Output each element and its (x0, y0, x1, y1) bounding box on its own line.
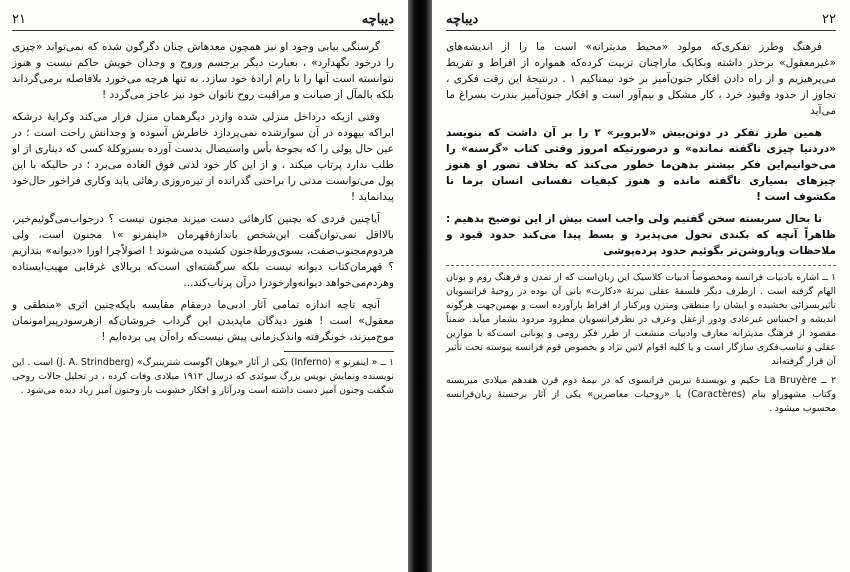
paragraph: آنچه تاچه اندازه تمامی آثار ادبی‌ما درمقام مقایسه باپکه‌چنین اثری «منطقی و معقول» است ! هنوز دیدگان ماپدیدن این گرداب خروشان‌که ازهرسودرپیرامونمان موج‌میزند، خونگرفته وانذک‌زمانی پیش نیست‌که راه‌آن پی‌ برده‌ایم ! (12, 299, 394, 343)
paragraph: وقتی ازیکه درداخل منزلی شده وازدر دیگرهمان منزل فرار می‌کند وکرایهٔ درشکه ایراکه بیهوده در آن سوارشده نمی‌پردازد خاطرش آسوده و وجدانش راحت است ؛ در عین حال پولی را که بجوجهٔ بأس واستیصال بدست آورده بسروکلهٔ کسی که دیناری از او طلب ندارد پرتاب میکند ، و از این کار خود لذتی فوق العاده می‌برد ؛ در حالیکه با این پول می‌توانست مدتی را براحتی گذرانده از تیره‌روزی رهائی یابد وکاری فراخور حال‌خود پیدانماید ! (12, 111, 394, 203)
right-footnotes (446, 271, 836, 416)
right-page-body (446, 39, 836, 259)
footnote-separator (284, 351, 394, 352)
left-page-header (12, 2, 394, 31)
paragraph: تا بحال سربسته سخن گفتیم ولی واجب است بیش از این توضیح بدهیم : ظاهراً آنچه که بکندی تحول می‌پذیرد و بسط پیدا می‌کند حدود قیود و ملاحظات وپاروشن‌تر بگوئیم حدود پرده‌پوشی (446, 213, 836, 257)
right-running-head: دیباچه (446, 12, 479, 27)
paragraph: گرسنگی بیابی وجود او نیز همچون معدهاش چنان دگرگون شده که نمی‌تواند «چیزی را درخود نگهدارد» ، بعبارت دیگر برجسم وروح و وجدان خویش حاکم نیست و هنوز نتوانسته است آنها را با رام ارادهٔ خود سازد. نه تنها هرچه می‌خورد بلافاصله برمی‌گرداند بلکه بالمآل از صیانت و مراقبت روح ناتوان خود نیز عاجز می‌گردد ! (12, 41, 394, 101)
footnote: ۲ ــ La Bruyère حکیم و نویسندهٔ تیزبین فرانسوی که در نیمهٔ دوم قرن هفدهم میلادی میزیسته وکتاب مشهوراو بنام (Caractères) یا «روحیات معاصرین» یکی از آثار برجستهٔ زبان‌فرانسه محسوب میشود . (446, 375, 836, 414)
right-page-header (446, 2, 836, 31)
paragraph: آیاچنین فردی که بچنین کارهائی دست میزند مجنون نیست ؟ درجواب‌می‌گوئیم‌خیر، بالااقل نمی‌توان‌گفت این‌شخص باندازهٔ‌قهرمان «اینفرنو »۱ مجنون است، ولی هردوم‌مجنوب‌صفت، بسوی‌ورطهٔ‌جنون کشیده می‌شوند ! اصولاً‌چرا اورا «دیوانه» بنداریم ؟ قهرمان‌کتاب دیوانه نیست بلکه سرگشته‌ای است‌که بربالای غرقابی مهیب‌ایستاده وهردم‌می‌خواهد دیوانه‌وارخودرا درآن پرتاب‌کند... (12, 213, 394, 289)
left-page-number: ۲۱ (12, 12, 26, 27)
footnote: ۱ ــ اشاره بادبیات فرانسه ومخصوصاً ادبیات کلاسیک این زبان‌است که از تمدن و فرهنگ روم و یونان الهام گرفته است . ازطرف دیگر فلسفهٔ عقلی نیرتهٔ «دکارت» بانی آن بوده در روحیهٔ فرانسویان تأثیربسزائی بخشیده و ایشان را منطقی ومتزن وبرکنار از افراط بارآورده است و بهمین‌جهت هرگونه اندیشه و احساس غیرعادی ودور ازعقل وعرف در نظرفرانسویان مطرود مردود بشمار میآید. ضمناً مقصود از فرهنگ مدیترانه معارف وادبیات منشعب از طرز فکر رومی و یونانی است‌که با موازین عقلی و تناسب‌فکری سازگار است و یا کلیه اقوام لاتین نژاد و بخصوص قوم فرانسه پیوسته تحت تأثیر آن قرار گرفته‌اند (446, 272, 836, 367)
footnote-separator (446, 265, 836, 266)
right-page-number: ۲۲ (822, 12, 836, 27)
left-page-body (12, 39, 394, 345)
footnote: ۱ ــ « اینفرنو » (Inferno) یکی از آثار «یوهان اگوست شترینبرگ» (J. A. Strindberg) است . این نویسنده ونمایش نویس بزرگ سوئدی که درسال ۱۹۱۲ میلادی وفات کرده ، در تحلیل حالات روحی شگفت وجنون آمیز دست داشته است ودرآثار و افکار خشونت بار وجنون آمیز زیاد دیده می‌شود . (12, 357, 395, 396)
left-running-head: دیباچه (361, 12, 394, 27)
right-page (432, 0, 850, 572)
book-gutter (408, 0, 432, 572)
left-page (0, 0, 408, 572)
paragraph: همین طرز تفکر در دوتن‌بیش «لابرویر» ۲ را بر آن داشت که بنویسد «دردنیا چیزی ناگفته نمانده» و درصورتیکه امروز وقتی کتاب «گرسنه» را می‌خوانیم‌این فکر بیشتر بذهن‌ما خطور می‌کند که بخلاف تصور او هنوز چیزهای بسیاری ناگفته مانده و هنوز کیفیات نفسانی انسان برما نا مکشوف است ! (446, 127, 836, 203)
left-footnotes (12, 356, 394, 398)
paragraph: فرهنگ وطرز تفکری‌که مولود «محیط مدیترانه» است ما را از اندیشه‌های «غیرمعقول» برحذر داشته وبکایک ماراچنان تربیت کرده‌که همواره از افراط و تفریط می‌پرهیزیم و از راه دادن افکار جنون‌آمیز بر خود بیمناکیم ۱ . درنتیجهٔ این رقت فکری ، تجاوز از حدود وقیود خرد ، کار مشکل و بیم‌آور است و افکار جنون‌آمیز بندرت بسراغ ما می‌آید (446, 41, 836, 117)
